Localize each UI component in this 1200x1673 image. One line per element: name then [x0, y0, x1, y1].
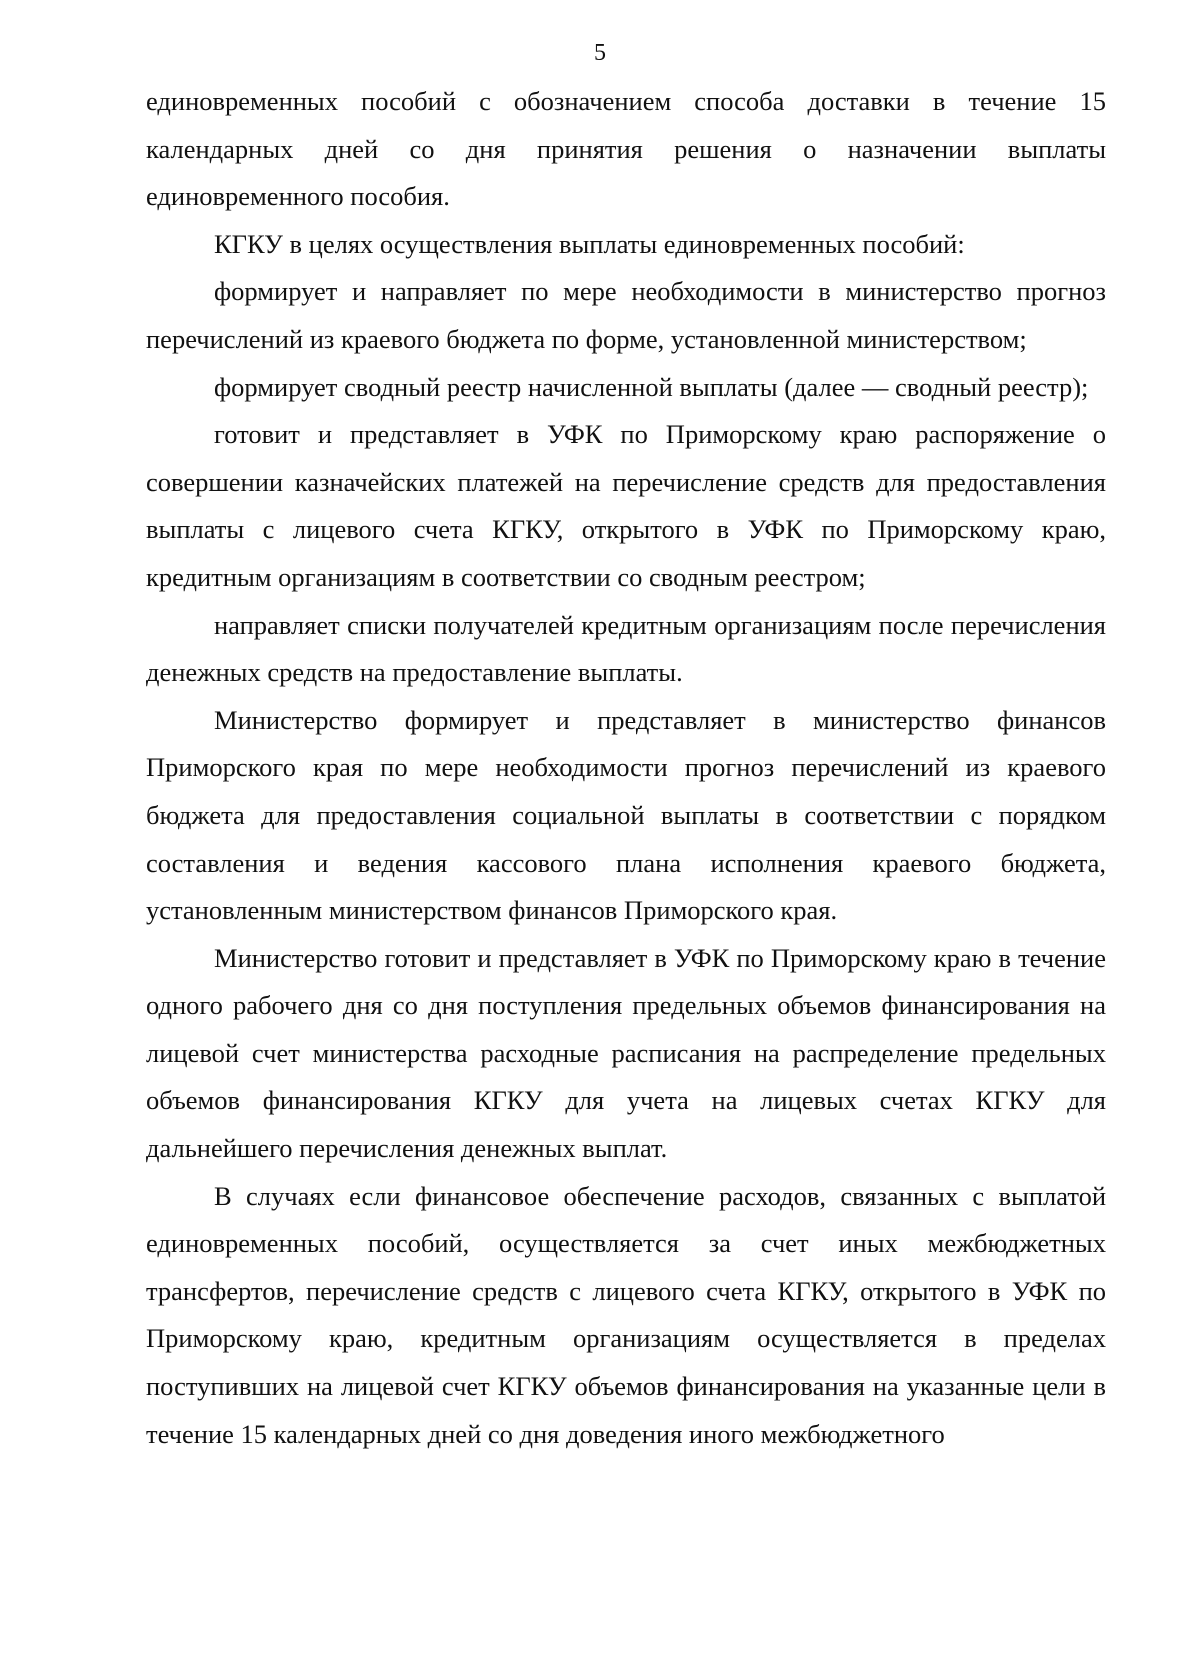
page-number: 5: [594, 40, 606, 66]
document-body: [146, 78, 1106, 1458]
paragraph-interbudget-transfers: В случаях если финансовое обеспечение расходов, связанных с выплатой единовременных пособий, осуществляется за счет иных межбюджетных трансфертов, перечисление средств с лицевого счета КГКУ, открытого в УФК по Приморскому краю, кредитным организациям осуществляется в пределах поступивших на лицевой счет КГКУ объемов финансирования на указанные цели в течение 15 календарных дней со дня доведения иного межбюджетного: [146, 1180, 1106, 1449]
paragraph-payment-order: готовит и представляет в УФК по Приморскому краю распоряжение о совершении казначейских платежей на перечисление средств для предоставления выплаты с лицевого счета КГКУ, открытого в УФК по Приморскому краю, кредитным организациям в соответствии со сводным реестром;: [146, 419, 1106, 592]
paragraph-kgku-intro: КГКУ в целях осуществления выплаты единовременных пособий:: [214, 228, 965, 259]
paragraph-recipient-lists: направляет списки получателей кредитным организациям после перечисления денежных средств на предоставление выплаты.: [146, 609, 1106, 688]
paragraph-forecast: формирует и направляет по мере необходимости в министерство прогноз перечислений из краевого бюджета по форме, установленной министерством;: [146, 276, 1106, 354]
paragraph-continuation: единовременных пособий с обозначением способа доставки в течение 15 календарных дней со дня принятия решения о назначении выплаты единовременного пособия.: [146, 86, 1106, 212]
paragraph-consolidated-register: формирует сводный реестр начисленной выплаты (далее — сводный реестр);: [214, 371, 1089, 402]
paragraph-ministry-schedules: Министерство готовит и представляет в УФК по Приморскому краю в течение одного рабочего дня со дня поступления предельных объемов финансирования на лицевой счет министерства расходные расписания на распределение предельных объемов финансирования КГКУ для учета на лицевых счетах КГКУ для дальнейшего перечисления денежных выплат.: [146, 942, 1106, 1164]
paragraph-ministry-forecast: Министерство формирует и представляет в министерство финансов Приморского края по мере необходимости прогноз перечислений из краевого бюджета для предоставления социальной выплаты в соответствии с порядком составления и ведения кассового плана исполнения краевого бюджета, установленным министерством финансов Приморского края.: [146, 704, 1106, 926]
